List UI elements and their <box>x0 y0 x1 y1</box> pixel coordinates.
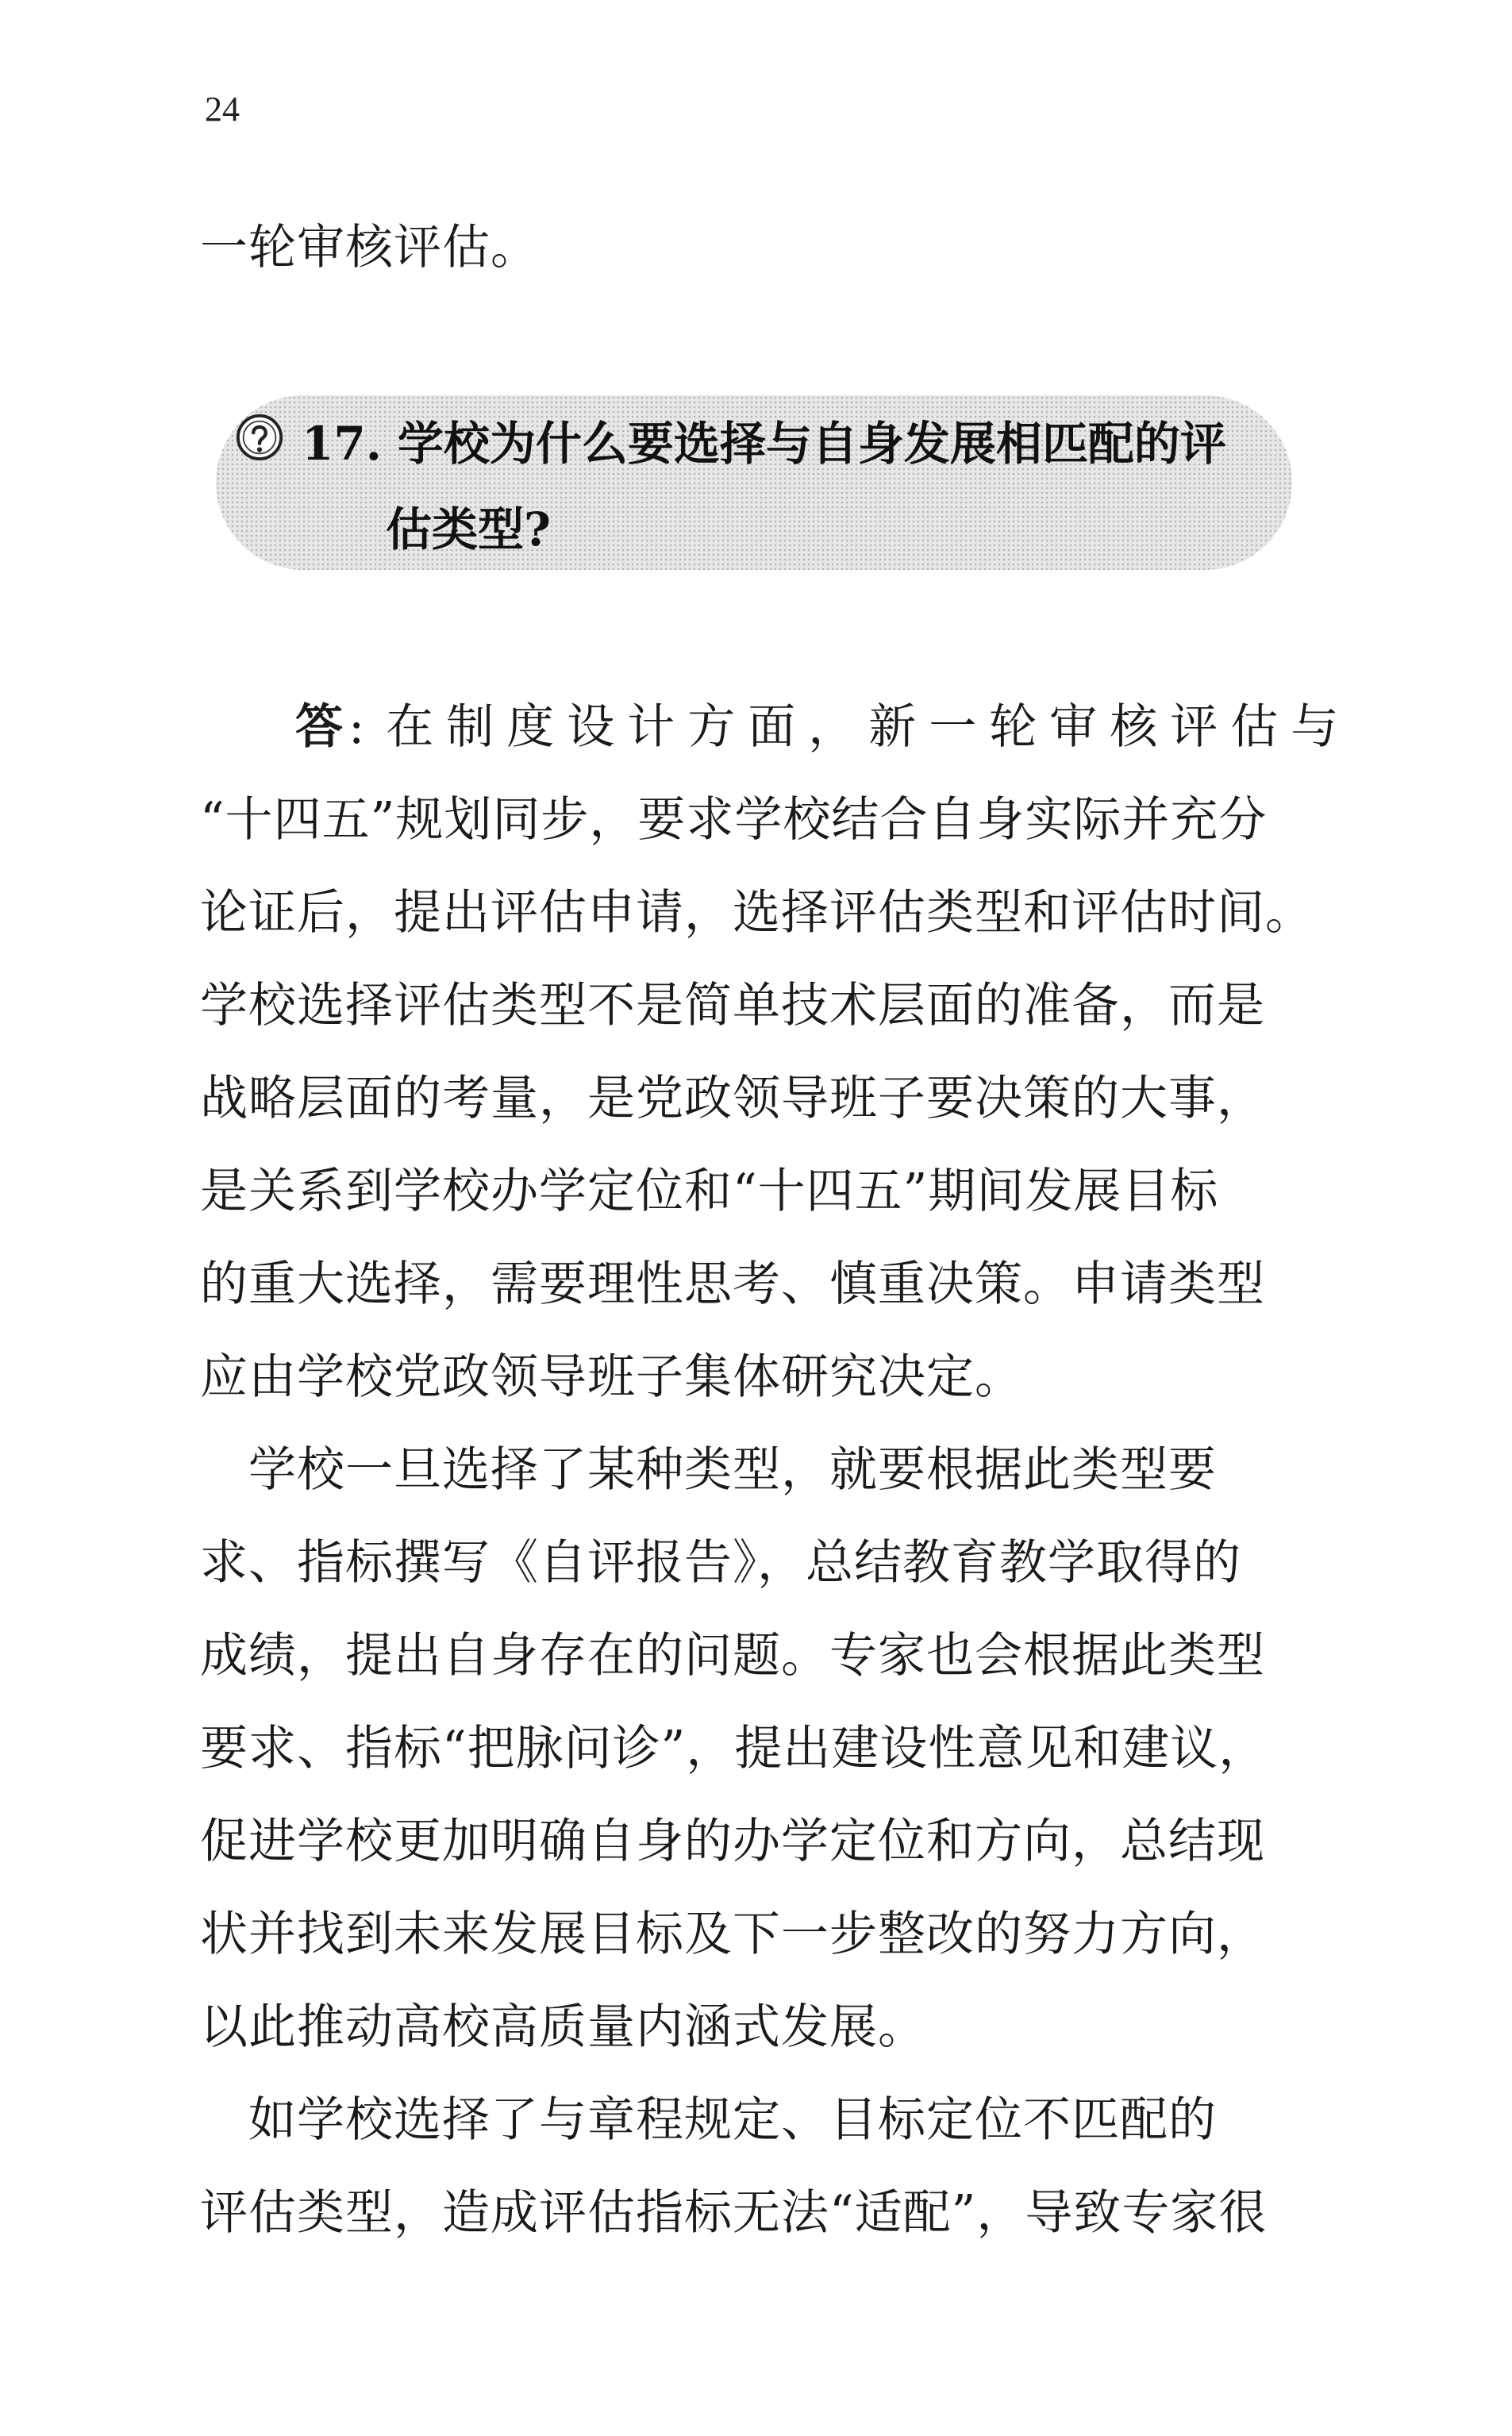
body-line: 要求、指标“把脉问诊”，提出建设性意见和建议， <box>200 1721 1268 1776</box>
answer-label: 答 <box>295 699 344 755</box>
body-line: 战略层面的考量，是党政领导班子要决策的大事， <box>200 1071 1265 1126</box>
page-number: 24 <box>205 90 240 129</box>
question-text-1: 学校为什么要选择与自身发展相匹配的评 <box>397 417 1226 471</box>
body-line: 评估类型，造成评估指标无法“适配”，导致专家很 <box>200 2185 1268 2241</box>
question-line-2: 估类型? <box>386 502 551 556</box>
body-line: “十四五”规划同步，要求学校结合自身实际并充分 <box>200 792 1268 848</box>
question-number: 17. <box>302 417 382 471</box>
answer-line-0: 在制度设计方面，新一轮审核评估与 <box>386 699 1352 755</box>
body-line: 促进学校更加明确自身的办学定位和方向，总结现 <box>200 1814 1265 1869</box>
body-line: 论证后，提出评估申请，选择评估类型和评估时间。 <box>200 885 1314 941</box>
question-line-1 <box>302 417 1226 471</box>
body-line: 应由学校党政领导班子集体研究决定。 <box>200 1349 1023 1405</box>
body-line: 以此推动高校高质量内涵式发展。 <box>200 1999 926 2055</box>
body-line: 的重大选择，需要理性思考、慎重决策。申请类型 <box>200 1256 1265 1312</box>
body-line: 如学校选择了与章程规定、目标定位不匹配的 <box>200 2092 1217 2148</box>
answer-colon: : <box>348 699 366 755</box>
body-line: 求、指标撰写《自评报告》，总结教育教学取得的 <box>200 1535 1241 1591</box>
body-line: 学校选择评估类型不是简单技术层面的准备，而是 <box>200 978 1265 1033</box>
carry-over-line: 一轮审核评估。 <box>200 220 539 275</box>
body-line: 成绩，提出自身存在的问题。专家也会根据此类型 <box>200 1628 1265 1684</box>
answer-first-line <box>295 699 1352 755</box>
body-line: 是关系到学校办学定位和“十四五”期间发展目标 <box>200 1164 1219 1219</box>
body-line: 学校一旦选择了某种类型，就要根据此类型要 <box>200 1442 1217 1498</box>
body-line: 状并找到未来发展目标及下一步整改的努力方向， <box>200 1907 1265 1962</box>
question-mark-icon <box>235 413 284 462</box>
